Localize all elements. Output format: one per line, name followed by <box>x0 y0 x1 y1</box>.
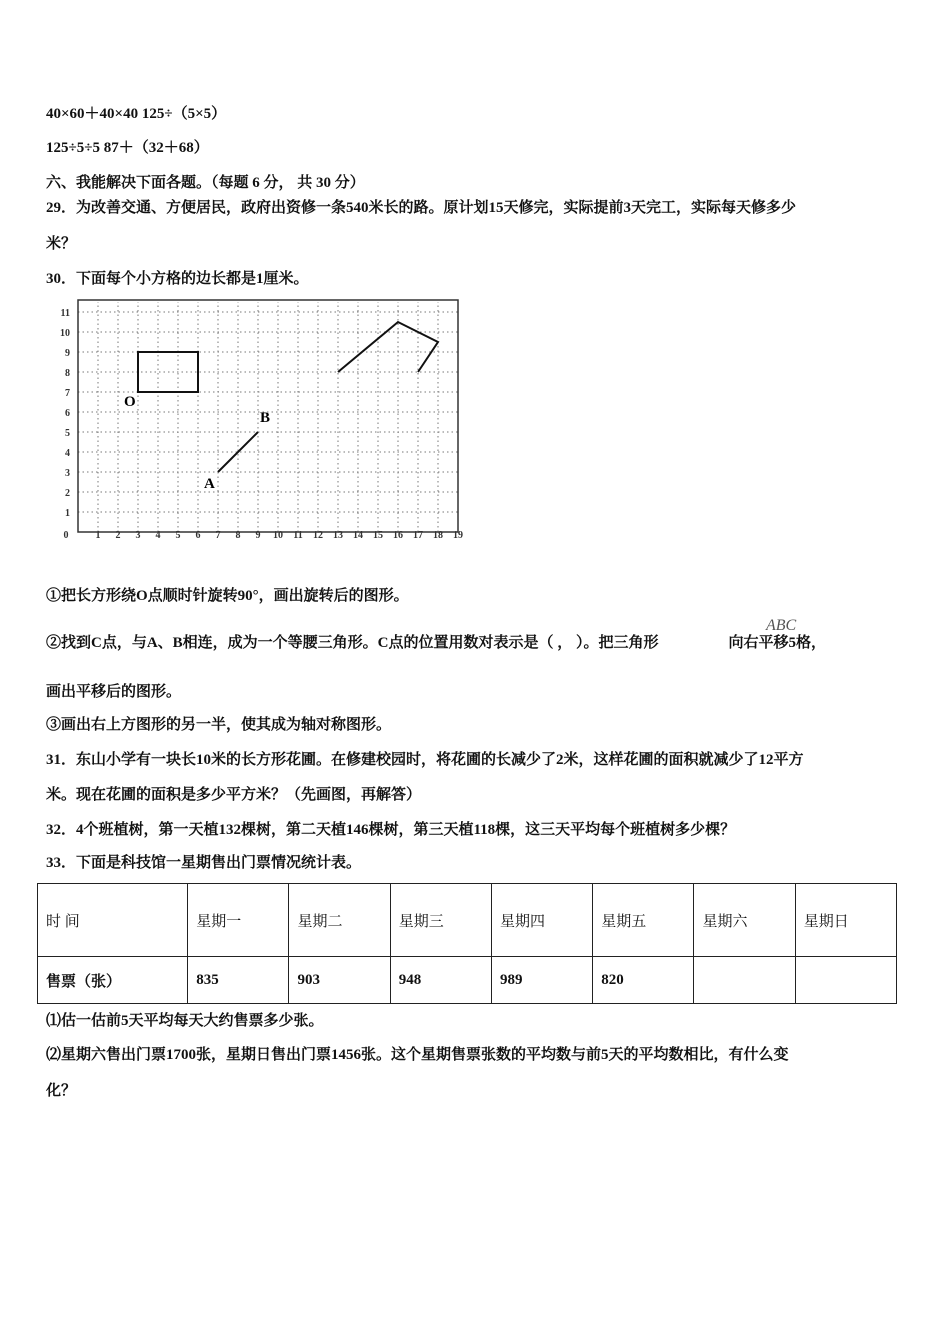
y-tick-label: 11 <box>60 308 70 319</box>
question-31: 31．东山小学有一块长10米的长方形花圃。在修建校园时，将花圃的长减少了2米，这样花圃的面积就减少了12平方 <box>46 752 804 768</box>
x-tick-label: 8 <box>235 530 241 541</box>
x-tick-label: 12 <box>313 530 323 541</box>
coordinate-grid-figure <box>40 295 480 555</box>
question-33: 33．下面是科技馆一星期售出门票情况统计表。 <box>46 855 362 871</box>
table-cell <box>795 957 896 1004</box>
question-31-cont: 米。现在花圃的面积是多少平方米？（先画图，再解答） <box>46 787 422 803</box>
y-tick-label: 9 <box>65 348 70 359</box>
q30-2-text-b: 向右平移5格， <box>728 635 827 651</box>
y-tick-label: 4 <box>65 448 70 459</box>
calc-line-2: 125÷5÷5 87＋（32＋68） <box>46 140 209 156</box>
x-tick-label: 13 <box>333 530 343 541</box>
q30-2-text: ②找到C点，与A、B相连，成为一个等腰三角形。C点的位置用数对表示是（ ， ）。把三角形 <box>46 635 659 651</box>
table-cell: 星期四 <box>491 884 592 957</box>
y-tick-label: 7 <box>65 388 70 399</box>
x-tick-label: 1 <box>95 530 101 541</box>
point-label-b: B <box>260 410 271 426</box>
question-32: 32．4个班植树，第一天植132棵树，第二天植146棵树，第三天植118棵，这三天平均每个班植树多少棵？ <box>46 822 736 838</box>
question-33-part-1: ⑴估一估前5天平均每天大约售票多少张。 <box>46 1013 324 1029</box>
x-tick-label: 14 <box>353 530 363 541</box>
segment-ab <box>218 432 258 472</box>
x-tick-label: 4 <box>155 530 161 541</box>
question-30-part-1: ①把长方形绕O点顺时针旋转90°，画出旋转后的图形。 <box>46 588 409 604</box>
table-header-row <box>38 884 897 957</box>
question-29-cont: 米？ <box>46 236 77 252</box>
x-tick-label: 5 <box>175 530 181 541</box>
table-cell: 989 <box>491 957 592 1004</box>
x-tick-label: 10 <box>273 530 283 541</box>
question-33-part-2-cont: 化？ <box>46 1083 77 1099</box>
x-tick-label: 2 <box>115 530 121 541</box>
ticket-sales-table <box>37 883 897 1004</box>
x-tick-label: 15 <box>373 530 383 541</box>
table-cell: 星期日 <box>795 884 896 957</box>
table-cell: 售票（张） <box>38 957 188 1004</box>
question-30-part-2-cont: 画出平移后的图形。 <box>46 684 182 700</box>
table-cell: 星期六 <box>694 884 795 957</box>
x-tick-label: 0 <box>63 530 69 541</box>
x-tick-label: 9 <box>255 530 261 541</box>
point-label-o: O <box>124 394 136 410</box>
table-row <box>38 957 897 1004</box>
table-cell: 星期五 <box>593 884 694 957</box>
question-29: 29．为改善交通、方便居民，政府出资修一条540米长的路。原计划15天修完，实际提前3天完工，实际每天修多少 <box>46 200 797 216</box>
table-cell: 820 <box>593 957 694 1004</box>
y-tick-label: 8 <box>65 368 70 379</box>
x-tick-label: 3 <box>135 530 141 541</box>
table-cell: 903 <box>289 957 390 1004</box>
question-30: 30．下面每个小方格的边长都是1厘米。 <box>46 271 309 287</box>
calc-line-1: 40×60＋40×40 125÷（5×5） <box>46 106 227 122</box>
table-cell: 时 间 <box>38 884 188 957</box>
y-tick-label: 10 <box>60 328 70 339</box>
x-tick-label: 16 <box>393 530 403 541</box>
y-tick-label: 2 <box>65 488 70 499</box>
table-cell: 星期三 <box>390 884 491 957</box>
question-30-part-3: ③画出右上方图形的另一半，使其成为轴对称图形。 <box>46 717 392 733</box>
table-cell <box>694 957 795 1004</box>
y-tick-label: 5 <box>65 428 70 439</box>
table-cell: 星期一 <box>188 884 289 957</box>
question-30-part-2 <box>46 631 826 652</box>
y-tick-label: 1 <box>65 508 70 519</box>
section-heading: 六、我能解决下面各题。（每题 6 分， 共 30 分） <box>46 175 365 191</box>
table-cell: 星期二 <box>289 884 390 957</box>
y-tick-label: 6 <box>65 408 70 419</box>
x-tick-label: 19 <box>453 530 463 541</box>
triangle-abc-label: ABC <box>766 617 797 634</box>
x-tick-label: 11 <box>293 530 303 541</box>
half-figure <box>338 322 438 372</box>
y-tick-label: 3 <box>65 468 70 479</box>
x-tick-label: 17 <box>413 530 423 541</box>
table-cell: 948 <box>390 957 491 1004</box>
x-tick-label: 7 <box>215 530 221 541</box>
point-label-a: A <box>204 476 215 492</box>
x-tick-label: 6 <box>195 530 201 541</box>
question-33-part-2: ⑵星期六售出门票1700张，星期日售出门票1456张。这个星期售票张数的平均数与前5天的平均数相比，有什么变 <box>46 1047 789 1063</box>
x-tick-label: 18 <box>433 530 443 541</box>
table-cell: 835 <box>188 957 289 1004</box>
